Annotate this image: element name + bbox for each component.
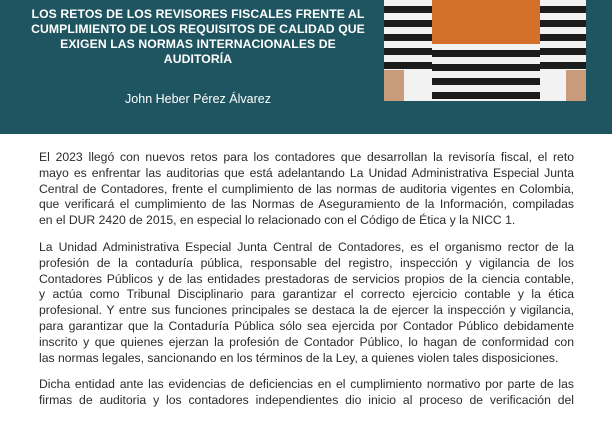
text-line: profesión de la contaduría pública, responsable del registro, inspección y vigilancia de los: [39, 255, 574, 270]
article-header: [0, 0, 612, 134]
text-line: El 2023 llegó con nuevos retos para los contadores que desarrollan la revisoría fiscal, el reto: [39, 150, 574, 164]
title-line: CUMPLIMIENTO DE LOS REQUISITOS DE CALIDAD QUE: [31, 22, 365, 36]
title-line: LOS RETOS DE LOS REVISORES FISCALES FRENTE AL: [31, 7, 365, 21]
paragraph: [39, 377, 574, 409]
text-line: que verificará el cumplimiento de las Normas de Aseguramiento de la Información, compiladas: [39, 197, 574, 212]
text-line: Central de Contadores, frente el cumplimiento de las normas de auditoria vigentes en Colombia,: [39, 181, 574, 196]
article-title: [30, 7, 366, 67]
text-line: profesional. Y entre sus funciones principales se destaca la de ejercer la inspección y vigilancia,: [39, 303, 574, 318]
paragraph: [39, 240, 574, 366]
author-name: John Heber Pérez Álvarez: [125, 92, 271, 106]
text-line: inscrito y que quienes ejerzan la profesión de Contador Público, lo hagan de conformidad con: [39, 334, 574, 349]
author-photo: [384, 0, 586, 101]
text-line: mayo es enfrentar las auditorias que está adelantando La Unidad Administrativa Especial Junta: [39, 165, 574, 180]
text-line: y actúa como Tribunal Disciplinario para garantizar el correcto ejercicio contable y la ética: [39, 287, 574, 302]
paragraph: [39, 150, 574, 229]
title-line: EXIGEN LAS NORMAS INTERNACIONALES DE: [60, 37, 336, 51]
text-line: La Unidad Administrativa Especial Junta Central de Contadores, es el organismo rector de la: [39, 239, 574, 254]
text-line: Dicha entidad ante las evidencias de deficiencias en el cumplimiento normativo por parte de las: [39, 377, 574, 392]
text-line: Contadores Públicos y de las entidades prestadoras de servicios propios de la ciencia contable,: [39, 271, 574, 286]
text-line: para garantizar que la Contaduría Pública sólo sea ejercida por Contador Público debidamente: [39, 318, 574, 333]
article-body: [39, 150, 574, 420]
text-line: firmas de auditoria y los contadores independientes dio inicio al proceso de verificación del: [39, 393, 574, 408]
text-line: en el DUR 2420 de 2015, en especial lo relacionado con el Código de Ética y la NICC 1.: [39, 213, 516, 228]
title-line: AUDITORÍA: [163, 52, 233, 66]
text-line: las normas legales, sancionando en los términos de la Ley, a quienes violen tales disposiciones.: [39, 350, 559, 365]
